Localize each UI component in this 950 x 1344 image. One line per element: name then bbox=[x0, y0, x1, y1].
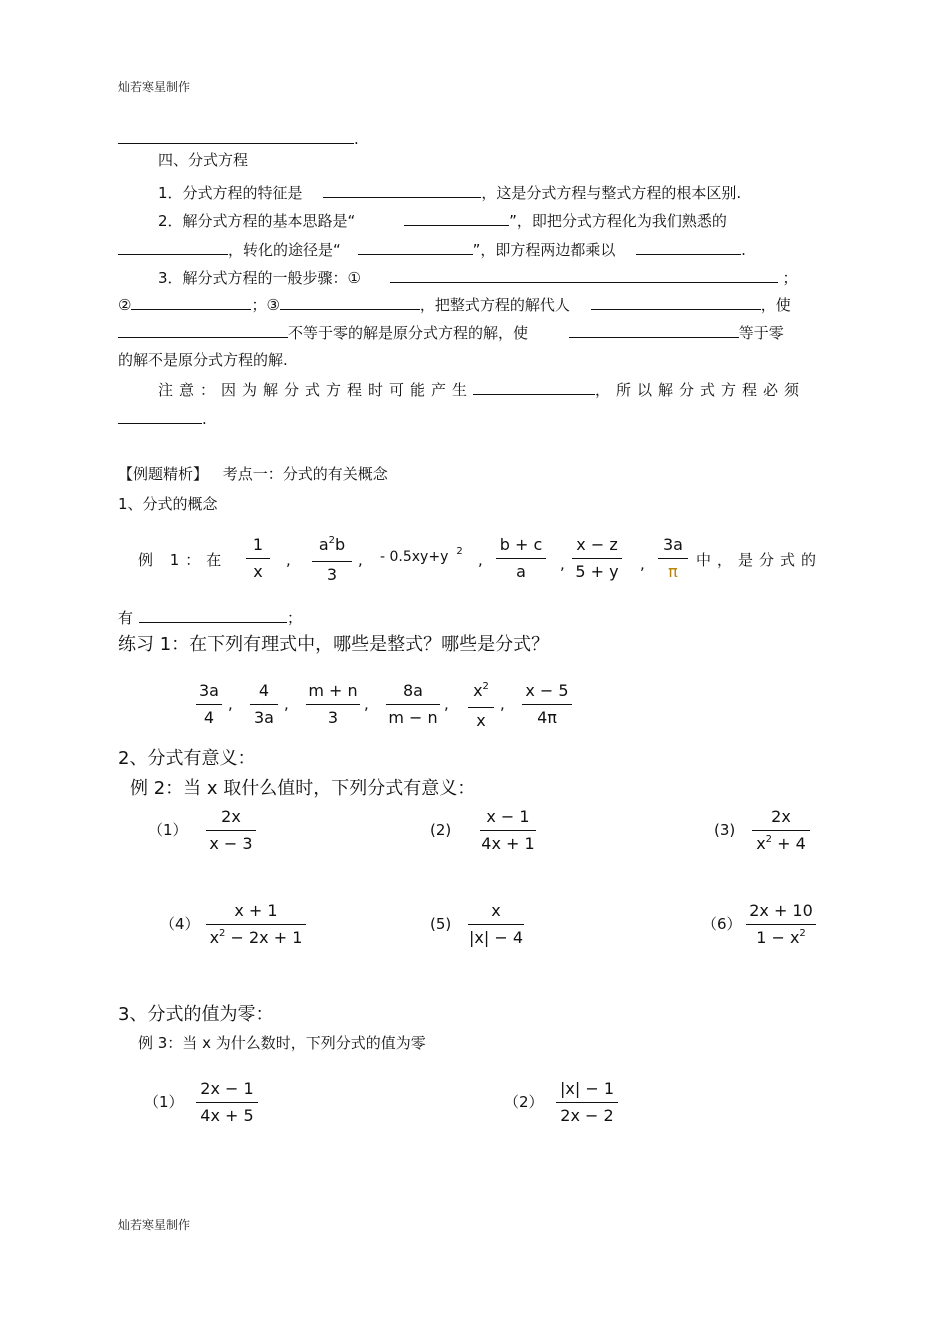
sub-heading-3: 3、分式的值为零： bbox=[118, 1004, 274, 1025]
fraction: 2x − 1 4x + 5 bbox=[196, 1078, 258, 1127]
fraction: m + n 3 bbox=[306, 680, 360, 729]
fraction: b + c a bbox=[496, 534, 546, 583]
fraction: 4 3a bbox=[250, 680, 278, 729]
fraction: x + 1 $x^2 - 2x + 1$ bbox=[206, 900, 306, 952]
item-label: （4） bbox=[160, 915, 200, 933]
item-3: 3．解分式方程的一般步骤：① ； bbox=[158, 269, 798, 287]
note-cont: . bbox=[118, 408, 207, 429]
item-label: (5) bbox=[430, 915, 452, 933]
separator: , bbox=[560, 555, 565, 573]
leading-blank: . bbox=[118, 128, 359, 149]
item-3-cont2: 不等于零的解是原分式方程的解，使 等于零 bbox=[118, 322, 784, 343]
example-1-label: 例 1：在 bbox=[138, 551, 228, 569]
answer-blank[interactable] bbox=[118, 239, 228, 255]
answer-blank[interactable] bbox=[323, 182, 481, 198]
example-3: 例 3：当 x 为什么数时，下列分式的值为零 bbox=[138, 1034, 426, 1052]
fraction: x − 5 4π bbox=[522, 680, 572, 729]
answer-blank[interactable] bbox=[139, 607, 287, 623]
item-2: 2．解分式方程的基本思路是“ ”，即把分式方程化为我们熟悉的 bbox=[158, 212, 727, 230]
item-2-cont: ，转化的途径是“ ”，即方程两边都乘以 . bbox=[118, 239, 746, 260]
example-2: 例 2：当 x 取什么值时，下列分式有意义： bbox=[130, 778, 476, 799]
fraction: $x^2$ x bbox=[468, 680, 494, 732]
separator: , bbox=[444, 695, 449, 713]
answer-blank[interactable] bbox=[118, 128, 354, 144]
answer-blank[interactable] bbox=[473, 379, 595, 395]
fraction: 3a π bbox=[658, 534, 688, 583]
sub-heading-2: 2、分式有意义： bbox=[118, 748, 256, 769]
fraction: x − z 5 + y bbox=[572, 534, 622, 583]
fraction: 8a m − n bbox=[386, 680, 440, 729]
answer-blank[interactable] bbox=[280, 294, 420, 310]
item-1: 1．分式方程的特征是 ，这是分式方程与整式方程的根本区别. bbox=[158, 184, 742, 202]
separator: , bbox=[478, 551, 483, 569]
example-1-tail: 中，是分式的 bbox=[696, 551, 823, 569]
item-label: （1） bbox=[144, 1093, 184, 1111]
item-label: (3) bbox=[714, 821, 736, 839]
fraction: |x| − 1 2x − 2 bbox=[556, 1078, 618, 1127]
fraction: 1 x bbox=[246, 534, 270, 583]
separator: , bbox=[358, 551, 363, 569]
item-3-cont: ② ；③ ，把整式方程的解代人 ，使 bbox=[118, 296, 791, 314]
separator: , bbox=[284, 695, 289, 713]
item-3-cont3: 的解不是原分式方程的解. bbox=[118, 351, 288, 369]
fraction: 2x x − 3 bbox=[206, 806, 256, 855]
watermark-bottom: 灿若寒星制作 bbox=[118, 1218, 191, 1232]
examples-heading: 【例题精析】 考点一：分式的有关概念 bbox=[118, 465, 388, 483]
separator: , bbox=[286, 551, 291, 569]
fraction: x |x| − 4 bbox=[468, 901, 523, 947]
separator: , bbox=[640, 555, 645, 573]
item-label: （6） bbox=[702, 915, 742, 933]
fraction: 2x $x^2 + 4$ bbox=[752, 806, 810, 858]
answer-blank[interactable] bbox=[390, 267, 778, 283]
answer-blank[interactable] bbox=[131, 294, 251, 310]
answer-blank[interactable] bbox=[404, 210, 509, 226]
note: 注意：因为解分式方程时可能产生 ，所以解分式方程必须 bbox=[158, 381, 806, 399]
fraction: $a^2b$ 3 bbox=[312, 534, 352, 586]
example-1-answer: 有 ； bbox=[118, 609, 303, 627]
section-title: 四、分式方程 bbox=[158, 151, 249, 169]
answer-blank[interactable] bbox=[118, 408, 202, 424]
answer-blank[interactable] bbox=[591, 294, 761, 310]
answer-blank[interactable] bbox=[636, 239, 741, 255]
item-label: (2) bbox=[430, 821, 452, 839]
answer-blank[interactable] bbox=[569, 322, 739, 338]
watermark-top: 灿若寒星制作 bbox=[118, 80, 191, 94]
expression: - 0.5xy+y $^2$ bbox=[380, 546, 463, 565]
item-label: （2） bbox=[504, 1093, 544, 1111]
separator: , bbox=[228, 695, 233, 713]
fraction: 3a 4 bbox=[196, 680, 222, 729]
separator: , bbox=[364, 695, 369, 713]
separator: , bbox=[500, 695, 505, 713]
fraction: 2x + 10 $1 - x^2$ bbox=[746, 900, 816, 952]
answer-blank[interactable] bbox=[358, 239, 473, 255]
sub-heading-1: 1、分式的概念 bbox=[118, 495, 218, 513]
answer-blank[interactable] bbox=[118, 322, 288, 338]
practice-1: 练习 1：在下列有理式中，哪些是整式？哪些是分式？ bbox=[118, 634, 550, 655]
fraction: x − 1 4x + 1 bbox=[481, 807, 535, 853]
item-label: （1） bbox=[148, 821, 188, 839]
